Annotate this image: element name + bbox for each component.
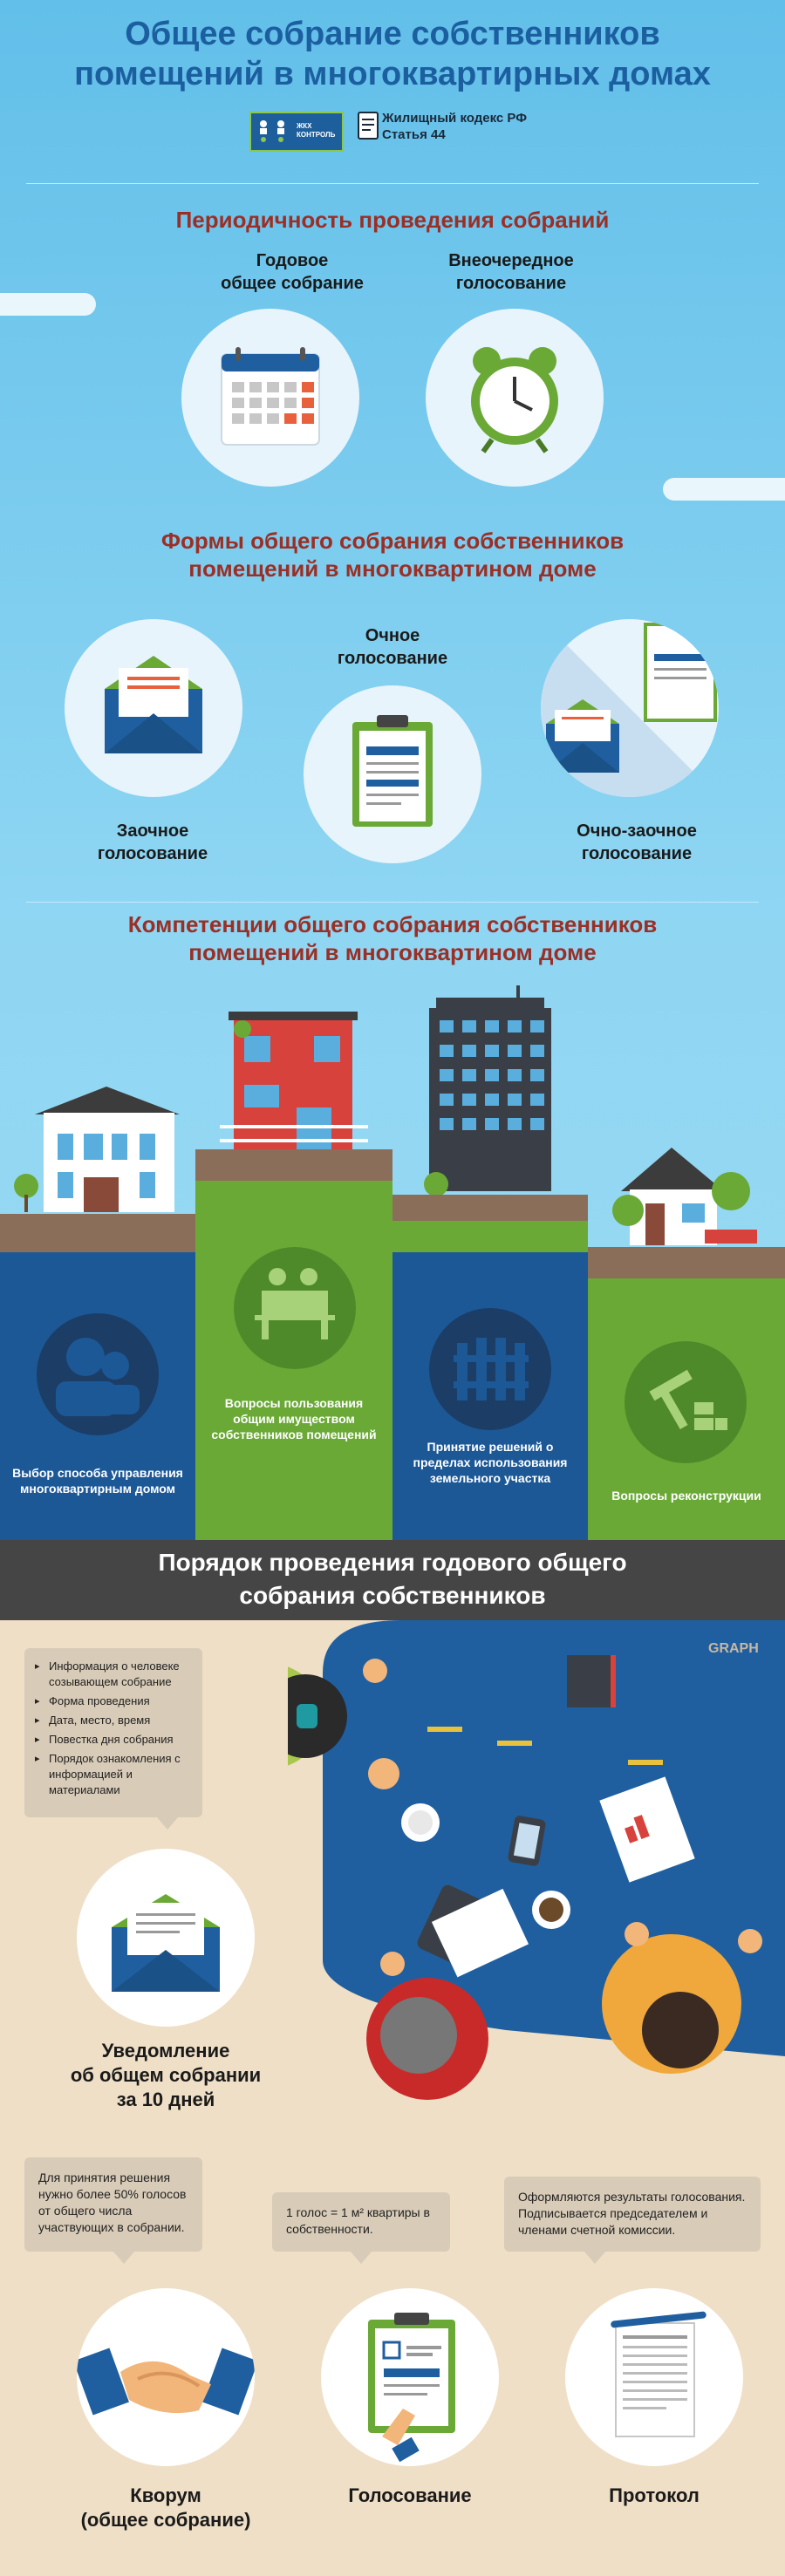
document-icon [358, 112, 379, 140]
voting-circle [321, 2288, 499, 2466]
extraordinary-vote-label: Внеочередное голосование [448, 251, 574, 293]
alarm-clock-circle [426, 309, 604, 487]
envelope-circle [65, 619, 242, 797]
calendar-circle [181, 309, 359, 487]
section-title-periodicity: Периодичность проведения собраний [175, 207, 610, 233]
checklist-item: ▸ Повестка дня собрания [35, 1732, 192, 1748]
protocol-label: Протокол [609, 2484, 700, 2506]
note-vote: 1 голос = 1 м² квартиры в собственности. [272, 2192, 450, 2252]
competence-reconstruction: Вопросы реконструкции [611, 1489, 761, 1503]
checklist-item: ▸ Порядок ознакомления с информацией и материалами [35, 1751, 192, 1798]
mixed-vote-circle [541, 619, 719, 797]
note-pointer [113, 2252, 134, 2264]
note-pointer [584, 2252, 605, 2264]
alarm-clock-icon [426, 309, 604, 487]
checklist-item: ▸ Форма проведения [35, 1693, 192, 1709]
notification-label: Уведомление об общем собрании за 10 дней [70, 2040, 262, 2110]
envelope-icon [65, 619, 242, 797]
note-protocol: Оформляются результаты голосования. Подписывается председателем и членами счетной комиссии. [504, 2177, 761, 2252]
handshake-icon [77, 2288, 255, 2466]
page-title: Общее собрание собственников помещений в многоквартирных домах [74, 16, 711, 92]
house-icon [14, 1087, 180, 1212]
law-reference: Жилищный кодекс РФ Статья 44 [382, 111, 528, 142]
people-logo-icon [255, 115, 293, 148]
section-title-forms: Формы общего собрания собственников помещений в многоквартином доме [160, 528, 625, 582]
cloud [0, 293, 96, 316]
divider [26, 902, 759, 903]
clipboard-circle [304, 685, 481, 863]
handshake-circle [77, 2288, 255, 2466]
divider [26, 183, 759, 184]
mixed-vote-label: Очно-заочное голосование [577, 821, 697, 863]
annual-meeting-label: Годовое общее собрание [221, 251, 364, 293]
apartment-building-icon [424, 985, 551, 1196]
competence-common-property: Вопросы пользования общим имуществом собственников помещений [211, 1396, 377, 1441]
small-house-icon [220, 1012, 368, 1151]
notice-checklist [24, 1648, 202, 1817]
note-pointer [157, 1817, 178, 1830]
checklist-item: ▸ Информация о человеке созывающем собрание [35, 1659, 192, 1690]
competence-management: Выбор способа управления многоквартирным домом [12, 1466, 183, 1496]
clipboard-icon [304, 685, 481, 863]
badge-text: ЖКХ КОНТРОЛЬ [297, 122, 336, 139]
meeting-table-illustration [288, 1620, 785, 2161]
envelope-and-document-icon [541, 619, 719, 797]
cloud [663, 478, 785, 501]
envelope-icon [77, 1849, 255, 2027]
clipboard-vote-icon [321, 2288, 499, 2466]
absentee-vote-label: Заочное голосование [97, 821, 208, 863]
watermark: GRAPH [708, 1641, 759, 1656]
protocol-document-icon [565, 2288, 743, 2466]
protocol-circle [565, 2288, 743, 2466]
section-title-procedure: Порядок проведения годового общего собрания собственников [158, 1549, 627, 1609]
checklist [35, 1659, 192, 1798]
notification-circle [77, 1849, 255, 2027]
in-person-vote-label: Очное голосование [337, 626, 448, 668]
calendar-icon [181, 309, 359, 487]
competence-illustration [0, 985, 785, 1540]
cottage-icon [612, 1148, 757, 1245]
note-pointer [351, 2252, 372, 2264]
note-quorum: Для принятия решения нужно более 50% голосов от общего числа участвующих в собрании. [24, 2157, 202, 2252]
quorum-label: Кворум (общее собрание) [80, 2484, 251, 2531]
competence-land-use: Принятие решений о пределах использования земельного участка [413, 1440, 568, 1485]
section-title-competence: Компетенции общего собрания собственников помещений в многоквартином доме [127, 911, 658, 965]
checklist-item: ▸ Дата, место, время [35, 1713, 192, 1728]
voting-label: Голосование [348, 2484, 472, 2506]
